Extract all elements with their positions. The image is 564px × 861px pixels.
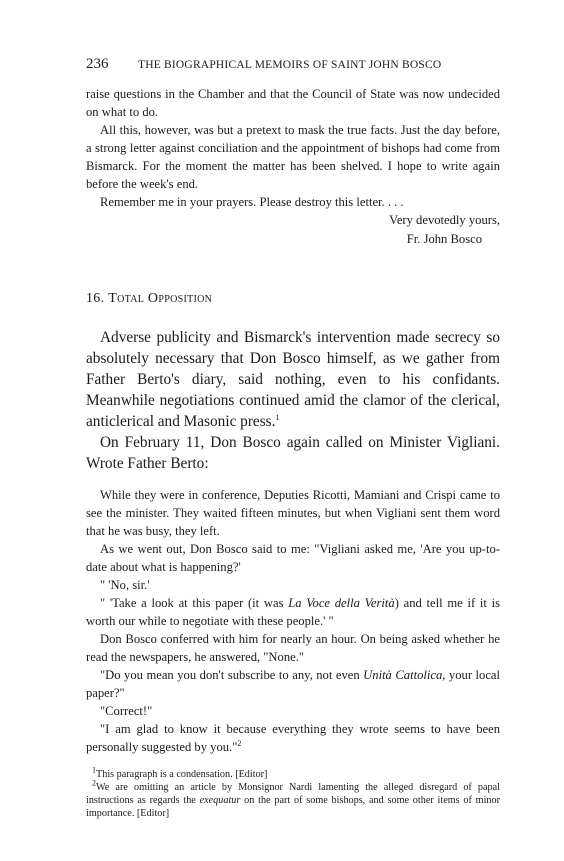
body-text — [86, 327, 500, 474]
letter-paragraph: All this, however, was but a pretext to mask the true facts. Just the day before, a strong letter against conciliation and the appointment of bishops had come from Bismarck. For the moment the matter has been shelved. I hope to write again before the week's end. — [86, 123, 500, 191]
footnote-italic-term: exequatur — [199, 795, 241, 806]
letter-closing: Very devotedly yours, — [389, 213, 500, 227]
letter-excerpt — [86, 85, 500, 249]
quote-text: "I am glad to know it because everything they wrote seems to have been personally suggested by you." — [86, 722, 500, 754]
section-title: Total Opposition — [108, 291, 213, 306]
quote-text: ) and tell me if it is worth our while to negotiate with these people.' " — [86, 596, 500, 628]
quote-paragraph: Don Bosco conferred with him for nearly an hour. On being asked whether he read the newspapers, he answered, "None." — [86, 632, 500, 664]
footnote — [86, 778, 500, 820]
letter-paragraph: raise questions in the Chamber and that the Council of State was now undecided on what to do. — [86, 87, 500, 119]
quote-paragraph — [86, 666, 500, 702]
footnote-mark: 1 — [92, 765, 96, 775]
quote-text: " 'Take a look at this paper (it was — [100, 596, 289, 610]
quote-paragraph — [86, 720, 500, 756]
quote-paragraph: While they were in conference, Deputies Ricotti, Mamiani and Crispi came to see the minister. They waited fifteen minutes, but when Vigliani sent them word that he was busy, they left. — [86, 488, 500, 538]
newspaper-title: Unità Cattolica, — [363, 668, 446, 682]
book-page — [86, 56, 500, 820]
quote-paragraph — [86, 594, 500, 630]
page-header — [86, 56, 500, 73]
footnote-mark: 2 — [92, 778, 96, 788]
footnotes — [86, 765, 500, 820]
newspaper-title: La Voce della Verità — [288, 596, 395, 610]
letter-signature: Fr. John Bosco — [406, 232, 482, 246]
body-paragraph — [86, 327, 500, 432]
quote-paragraph: As we went out, Don Bosco said to me: "Vigliani asked me, 'Are you up-to-date about what is happening?' — [86, 542, 500, 574]
section-number: 16. — [86, 291, 105, 306]
letter-paragraph: Remember me in your prayers. Please destroy this letter. . . . — [100, 195, 404, 209]
footnote-text: on the part of some bishops, and some other items of minor importance. [Editor] — [86, 795, 500, 819]
quote-text: "Do you mean you don't subscribe to any, not even — [100, 668, 364, 682]
letter-signature-block — [86, 211, 500, 249]
footnote-ref: 1 — [275, 412, 280, 422]
running-title: THE BIOGRAPHICAL MEMOIRS OF SAINT JOHN BOSCO — [138, 59, 442, 71]
footnote-text: This paragraph is a condensation. [Editor] — [96, 769, 268, 780]
footnote-text: We are omitting an article by Monsignor Nardi lamenting the alleged disregard of papal instructions as regards the — [86, 782, 500, 806]
page-number: 236 — [86, 56, 109, 72]
footnote-ref: 2 — [237, 738, 242, 748]
quote-paragraph: " 'No, sir.' — [100, 578, 150, 592]
section-heading — [86, 291, 500, 307]
block-quote — [86, 486, 500, 756]
body-paragraph: On February 11, Don Bosco again called on Minister Vigliani. Wrote Father Berto: — [86, 434, 500, 472]
quote-text: your local paper?" — [86, 668, 500, 700]
quote-paragraph: "Correct!" — [100, 704, 153, 718]
body-paragraph-text: Adverse publicity and Bismarck's intervention made secrecy so absolutely necessary that Don Bosco himself, as we gather from Father Berto's diary, said nothing, even to his confidants. Meanwhile negotiations continued amid the clamor of the clerical, anticlerical and Masonic press. — [86, 329, 500, 430]
footnote — [86, 765, 500, 781]
